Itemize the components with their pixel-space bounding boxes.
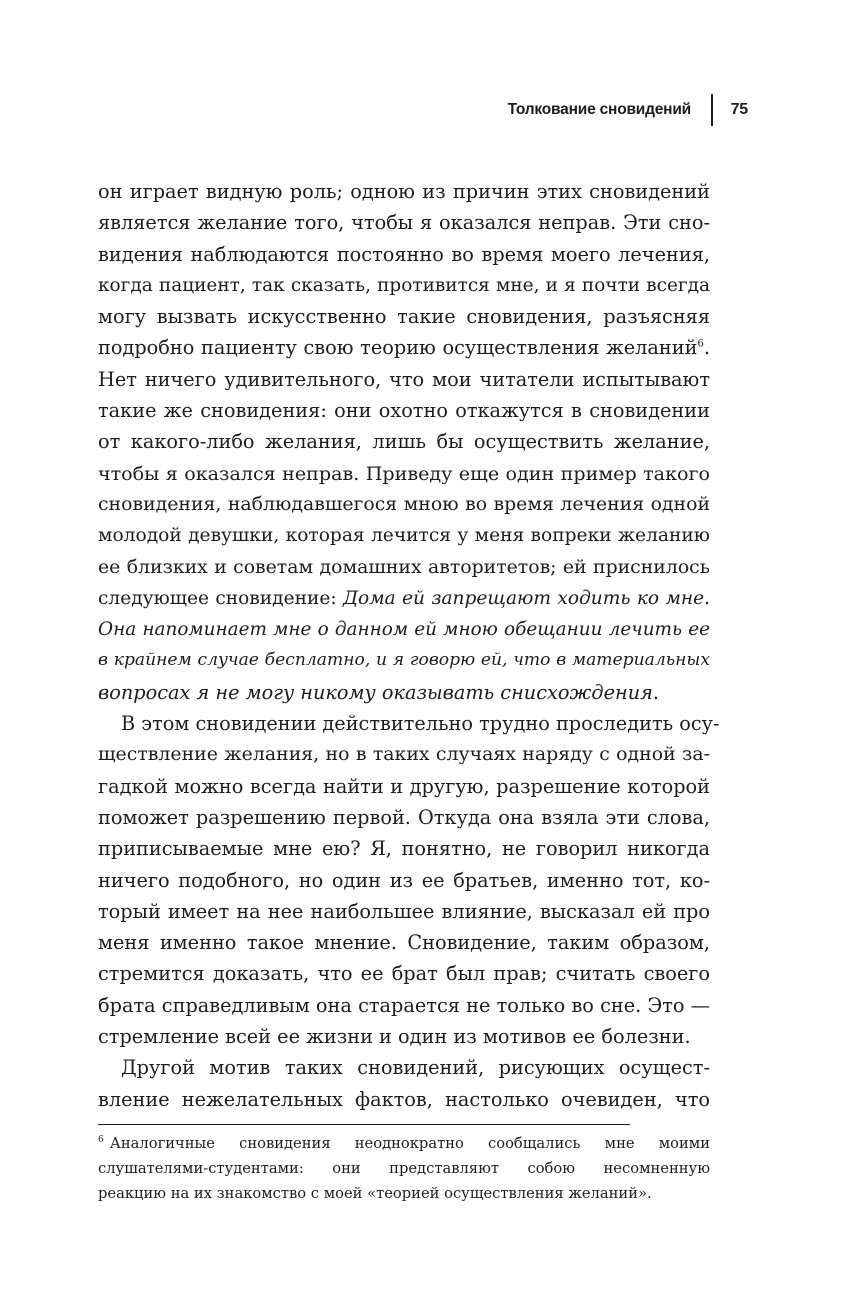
text-line: меня именно такое мнение. Сновидение, таким образом, bbox=[98, 931, 710, 955]
footnote-line: слушателями-студентами: они представляют собою несомненную bbox=[98, 1160, 710, 1177]
running-title: Толкование сновидений bbox=[507, 101, 691, 118]
text-line bbox=[98, 583, 710, 614]
text-line: он играет видную роль; одною из причин этих сновидений bbox=[98, 180, 710, 203]
text-line: чтобы я оказался неправ. Приведу еще один пример такого bbox=[98, 461, 710, 485]
footnote-rule bbox=[98, 1124, 630, 1125]
text-line: от какого-либо желания, лишь бы осуществить желание, bbox=[98, 430, 710, 454]
text-line: В этом сновидении действительно трудно проследить осу- bbox=[121, 712, 720, 736]
text-line: гадкой можно всегда найти и другую, разрешение которой bbox=[98, 774, 710, 798]
text-fragment: следующее сновидение: bbox=[98, 587, 343, 609]
text-line: могу вызвать искусственно такие сновидения, разъясняя bbox=[98, 305, 710, 329]
text-fragment: . bbox=[703, 336, 710, 360]
dream-quote-fragment: вопросах я не могу никому оказывать снисхождения bbox=[98, 680, 653, 704]
text-line bbox=[98, 677, 710, 708]
main-text bbox=[98, 176, 720, 1115]
text-line: торый имеет на нее наибольшее влияние, высказал ей про bbox=[98, 899, 710, 923]
running-header bbox=[508, 92, 748, 128]
text-line: Нет ничего удивительного, что мои читатели испытывают bbox=[98, 367, 710, 391]
text-line: брата справедливым она старается не только во сне. Это — bbox=[98, 993, 710, 1017]
text-line: ее близких и советам домашних авторитетов; ей приснилось bbox=[98, 556, 710, 578]
footnote-reference: 6 bbox=[697, 339, 704, 351]
footnote-text: Аналогичные сновидения неоднократно сообщались мне моими bbox=[109, 1135, 710, 1152]
text-line: такие же сновидения: они охотно откажутся в сновидении bbox=[98, 399, 710, 423]
text-line: приписываемые мне ею? Я, понятно, не говорил никогда bbox=[98, 837, 710, 861]
footnote-marker: 6 bbox=[98, 1135, 104, 1146]
header-separator bbox=[711, 94, 713, 126]
text-fragment: подробно пациенту свою теорию осуществления желаний bbox=[98, 336, 698, 360]
text-line: видения наблюдаются постоянно во время моего лечения, bbox=[98, 242, 710, 266]
text-line: сновидения, наблюдавшегося мною во время лечения одной bbox=[98, 493, 710, 515]
text-line: ничего подобного, но один из ее братьев, именно тот, ко- bbox=[98, 868, 710, 892]
footnote bbox=[98, 1131, 710, 1206]
dream-quote-fragment: Дома ей запрещают ходить ко мне. bbox=[342, 587, 710, 609]
text-line: поможет разрешению первой. Откуда она взяла эти слова, bbox=[98, 805, 710, 829]
text-line: стремление всей ее жизни и один из мотивов ее болезни. bbox=[98, 1025, 691, 1049]
footnote-line: реакцию на их знакомство с моей «теорией осуществления желаний». bbox=[98, 1185, 652, 1202]
footnote-line bbox=[98, 1131, 710, 1156]
text-line: когда пациент, так сказать, противится мне, и я почти всегда bbox=[98, 274, 710, 296]
page-number: 75 bbox=[730, 101, 748, 118]
text-line: ществление желания, но в таких случаях наряду с одной за- bbox=[98, 743, 710, 766]
text-line: стремится доказать, что ее брат был прав; считать своего bbox=[98, 962, 710, 986]
text-line bbox=[98, 332, 710, 363]
text-line: является желание того, чтобы я оказался неправ. Эти сно- bbox=[98, 211, 710, 235]
dream-quote-line: Она напоминает мне о данном ей мною обещании лечить ее bbox=[98, 619, 710, 641]
text-fragment: . bbox=[652, 680, 660, 704]
text-line: молодой девушки, которая лечится у меня вопреки желанию bbox=[98, 525, 710, 547]
dream-quote-line: в крайнем случае бесплатно, и я говорю ей, что в материальных bbox=[98, 650, 710, 671]
text-line: вление нежелательных фактов, настолько очевиден, что bbox=[98, 1087, 710, 1111]
text-line: Другой мотив таких сновидений, рисующих осущест- bbox=[121, 1056, 710, 1080]
